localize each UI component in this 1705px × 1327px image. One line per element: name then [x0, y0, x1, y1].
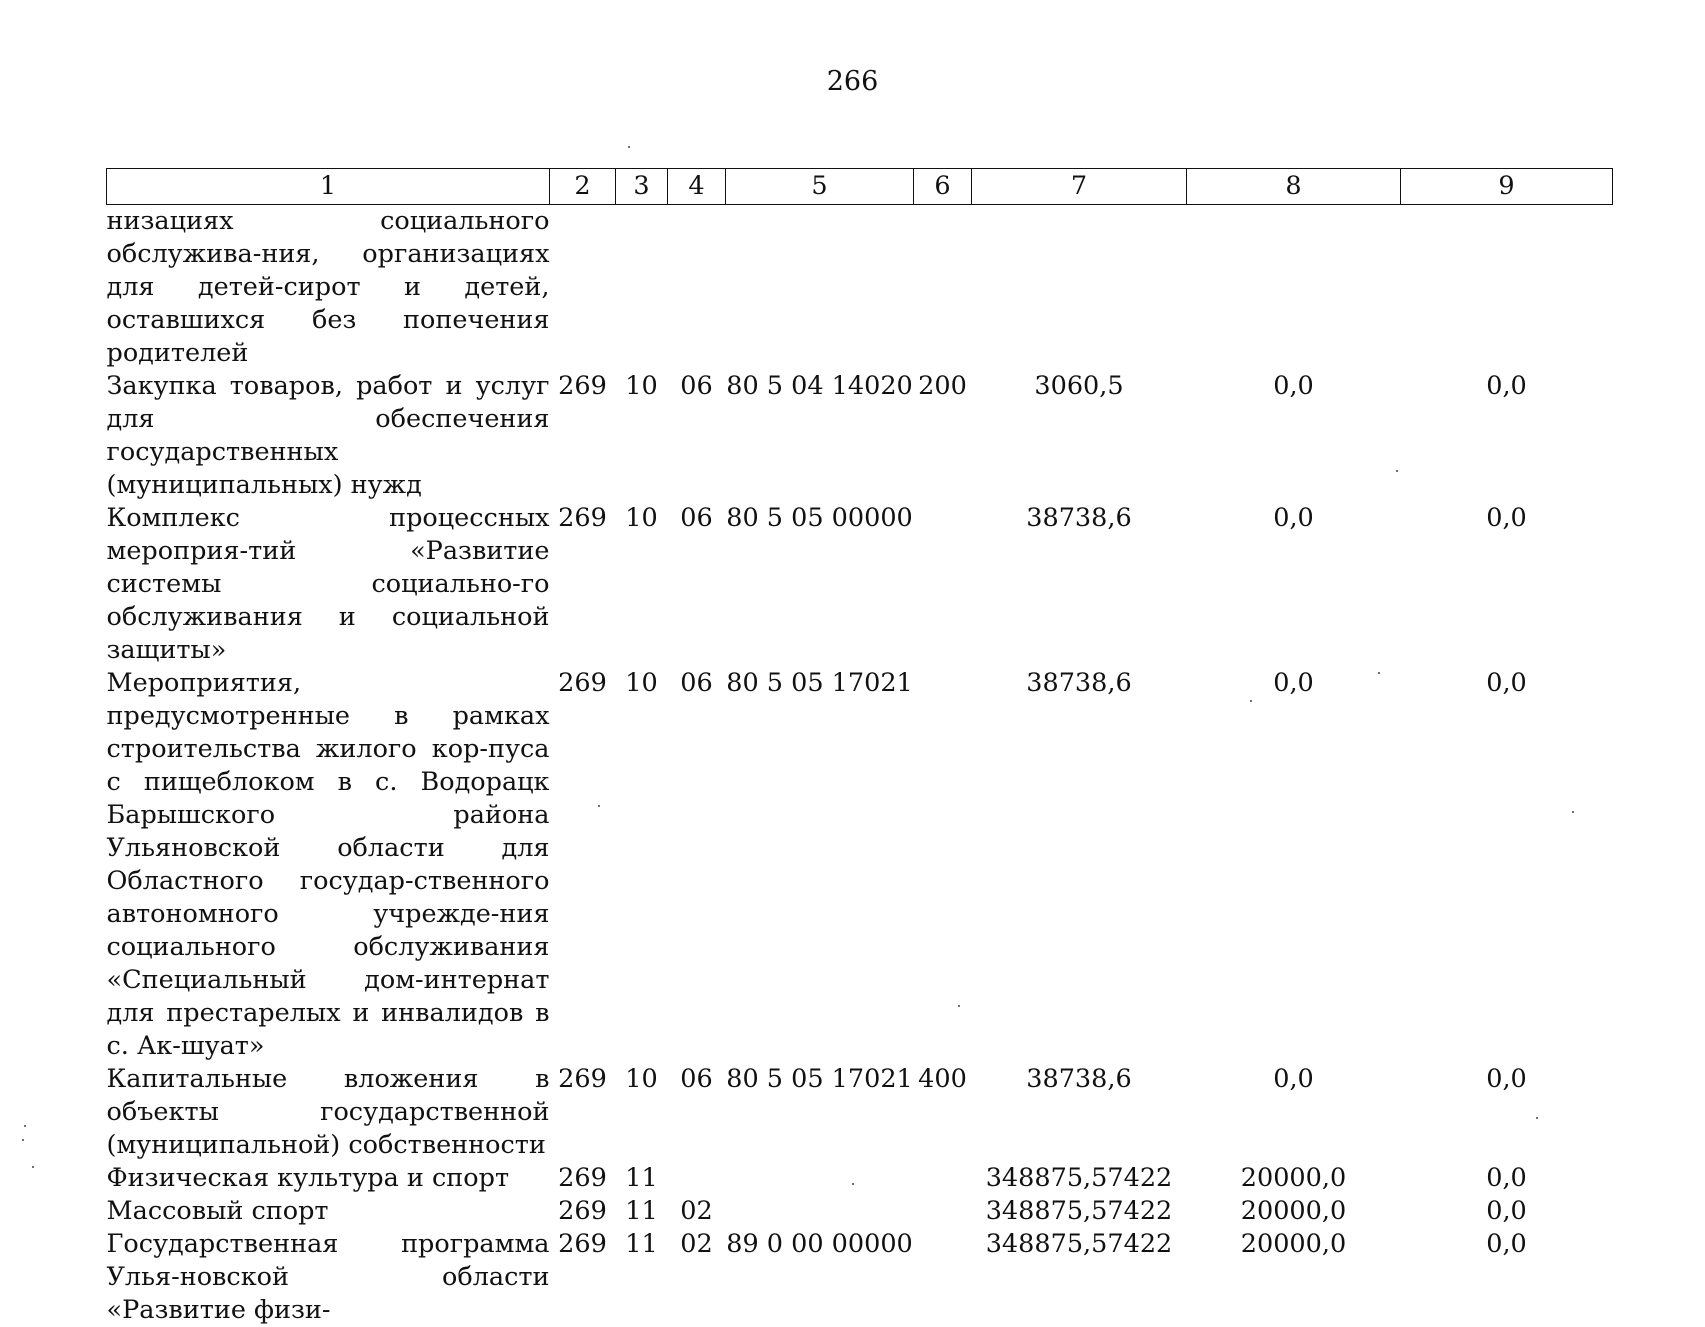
cell-expense-type — [914, 1228, 972, 1327]
row-name: Массовый спорт — [106, 1196, 329, 1226]
cell-amount-7: 38738,6 — [1026, 503, 1132, 533]
cell-amount-9: 0,0 — [1486, 371, 1527, 401]
cell-admin: 269 — [558, 371, 607, 401]
scan-speck — [628, 146, 630, 148]
row-name: Мероприятия, предусмотренные в рамках строительства жилого кор-пуса с пищеблоком в с. Водорацк Барышского района Ульяновской области для Областного государ-ственного автономного учрежде-ния социального обслуживания «Специальный дом-интернат для престарелых и инвалидов в с. Ак-шуат» — [106, 668, 550, 1061]
cell-section: 10 — [625, 371, 658, 401]
cell-amount-8: 20000,0 — [1240, 1163, 1347, 1193]
table-row — [107, 370, 1613, 502]
cell-expense-type: 200 — [918, 371, 967, 401]
col-header-3: 3 — [616, 169, 668, 205]
scan-speck — [1250, 700, 1252, 702]
scan-speck — [24, 1125, 26, 1127]
table-row — [107, 1162, 1613, 1195]
col-header-2: 2 — [550, 169, 616, 205]
cell-admin: 269 — [558, 503, 607, 533]
cell-expense-type — [914, 502, 972, 667]
row-name: Закупка товаров, работ и услуг для обеспечения государственных (муниципальных) нужд — [106, 371, 550, 500]
cell-expense-type: 400 — [918, 1064, 967, 1094]
scan-speck — [32, 1166, 34, 1168]
cell-expense-type — [914, 205, 972, 371]
cell-amount-9: 0,0 — [1486, 1196, 1527, 1226]
cell-amount-9: 0,0 — [1486, 503, 1527, 533]
row-name: Физическая культура и спорт — [106, 1163, 510, 1193]
scan-speck — [1378, 672, 1380, 674]
cell-admin: 269 — [558, 1163, 607, 1193]
cell-subsection — [668, 205, 726, 371]
cell-subsection: 06 — [680, 371, 713, 401]
table-row — [107, 667, 1613, 1063]
cell-admin: 269 — [558, 1064, 607, 1094]
cell-expense-type — [914, 667, 972, 1063]
table-row — [107, 205, 1613, 371]
cell-section: 10 — [625, 668, 658, 698]
cell-amount-7: 348875,57422 — [985, 1229, 1173, 1259]
cell-section: 11 — [625, 1229, 658, 1259]
cell-amount-8: 0,0 — [1273, 503, 1314, 533]
cell-target-article: 80 5 04 14020 — [726, 371, 913, 401]
cell-section: 11 — [625, 1196, 658, 1226]
table-row — [107, 502, 1613, 667]
cell-section — [616, 205, 668, 371]
col-header-6: 6 — [914, 169, 972, 205]
cell-amount-7: 38738,6 — [1026, 1064, 1132, 1094]
row-name: низациях социального обслужива-ния, организациях для детей-сирот и детей, оставшихся без попечения родителей — [106, 206, 550, 368]
row-name: Капитальные вложения в объекты государственной (муниципальной) собственности — [106, 1064, 550, 1160]
cell-admin: 269 — [558, 1229, 607, 1259]
col-header-8: 8 — [1187, 169, 1401, 205]
budget-table — [106, 168, 1613, 1327]
col-header-5: 5 — [726, 169, 914, 205]
cell-amount-9: 0,0 — [1486, 668, 1527, 698]
cell-amount-8: 0,0 — [1273, 668, 1314, 698]
page-number: 266 — [826, 66, 879, 97]
cell-subsection: 06 — [680, 503, 713, 533]
cell-amount-7: 38738,6 — [1026, 668, 1132, 698]
cell-target-article: 89 0 00 00000 — [726, 1229, 913, 1259]
scan-speck — [598, 805, 600, 807]
cell-admin — [550, 205, 616, 371]
table-row — [107, 1063, 1613, 1162]
cell-subsection: 06 — [680, 1064, 713, 1094]
cell-target-article: 80 5 05 00000 — [726, 503, 913, 533]
cell-amount-7: 3060,5 — [1034, 371, 1124, 401]
scan-speck — [22, 1139, 24, 1141]
scan-speck — [1536, 1117, 1538, 1119]
scan-speck — [1572, 811, 1574, 813]
cell-amount-8 — [1187, 205, 1401, 371]
col-header-9: 9 — [1401, 169, 1613, 205]
cell-section: 10 — [625, 503, 658, 533]
cell-amount-8: 20000,0 — [1240, 1229, 1347, 1259]
cell-target-article — [726, 1162, 914, 1195]
cell-amount-9 — [1401, 205, 1613, 371]
cell-subsection — [668, 1162, 726, 1195]
cell-admin: 269 — [558, 1196, 607, 1226]
col-header-4: 4 — [668, 169, 726, 205]
cell-amount-8: 20000,0 — [1240, 1196, 1347, 1226]
scan-speck — [958, 1005, 960, 1007]
row-name: Комплекс процессных мероприя-тий «Развитие системы социально-го обслуживания и социальной защиты» — [106, 503, 550, 665]
col-header-7: 7 — [972, 169, 1187, 205]
cell-amount-9: 0,0 — [1486, 1163, 1527, 1193]
cell-section: 10 — [625, 1064, 658, 1094]
cell-amount-7: 348875,57422 — [985, 1196, 1173, 1226]
col-header-1: 1 — [107, 169, 550, 205]
cell-subsection: 02 — [680, 1196, 713, 1226]
cell-amount-9: 0,0 — [1486, 1229, 1527, 1259]
cell-amount-7: 348875,57422 — [985, 1163, 1173, 1193]
cell-admin: 269 — [558, 668, 607, 698]
cell-subsection: 06 — [680, 668, 713, 698]
cell-amount-8: 0,0 — [1273, 1064, 1314, 1094]
scan-speck — [1396, 470, 1398, 472]
table-row — [107, 1228, 1613, 1327]
scan-speck — [852, 1183, 854, 1185]
cell-subsection: 02 — [680, 1229, 713, 1259]
cell-amount-8: 0,0 — [1273, 371, 1314, 401]
cell-amount-7 — [972, 205, 1187, 371]
row-name: Государственная программа Улья-новской области «Развитие физи- — [106, 1229, 550, 1325]
cell-target-article: 80 5 05 17021 — [726, 1064, 913, 1094]
cell-expense-type — [914, 1162, 972, 1195]
cell-target-article — [726, 205, 914, 371]
cell-section: 11 — [625, 1163, 658, 1193]
cell-target-article: 80 5 05 17021 — [726, 668, 913, 698]
cell-amount-9: 0,0 — [1486, 1064, 1527, 1094]
header-row — [107, 169, 1613, 205]
